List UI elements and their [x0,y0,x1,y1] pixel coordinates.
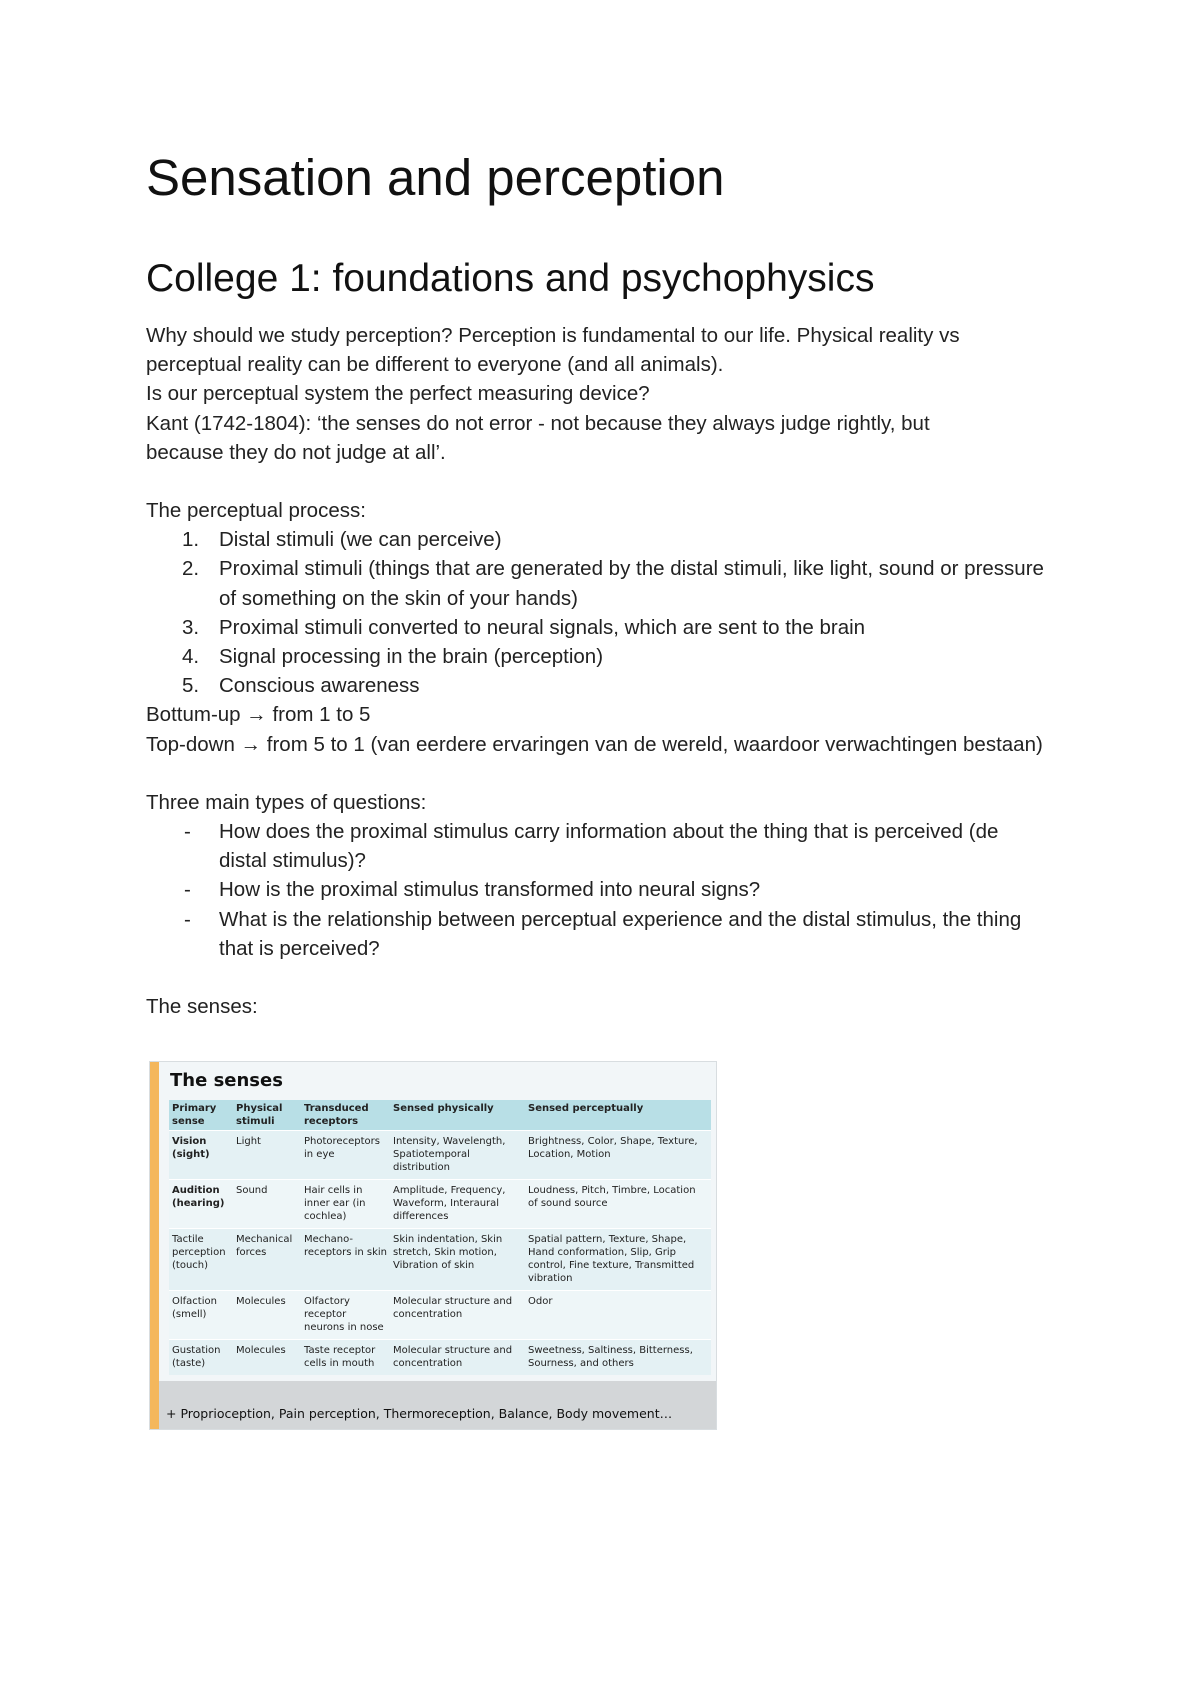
column-header: Physical stimuli [233,1100,301,1131]
table-cell: Spatial pattern, Texture, Shape, Hand conformation, Slip, Grip control, Fine texture, Transmitted vibration [525,1229,711,1291]
table-cell: Sound [233,1180,301,1229]
table-cell: Audition (hearing) [169,1180,233,1229]
table-cell: Tactile perception (touch) [169,1229,233,1291]
table-cell: Brightness, Color, Shape, Texture, Location, Motion [525,1131,711,1180]
list-dash: - [184,878,191,902]
table-cell: Olfaction (smell) [169,1291,233,1340]
questions-heading: Three main types of questions: [146,790,427,814]
process-steps-list [146,525,1046,700]
slide-footer-text: + Proprioception, Pain perception, Thermoreception, Balance, Body movement… [166,1406,673,1421]
list-item [146,671,1046,700]
bottom-up-line: Bottum-up → from 1 to 5 [146,703,371,727]
slide-title: The senses [170,1070,283,1091]
table-header-row [169,1100,711,1131]
slide-accent-bar [150,1062,159,1429]
table-cell: Mechanical forces [233,1229,301,1291]
list-item-text: Proximal stimuli converted to neural signals, which are sent to the brain [219,615,866,639]
list-item-text: How does the proximal stimulus carry information about the thing that is perceived (de distal stimulus)? [219,820,999,873]
list-item-text: What is the relationship between perceptual experience and the distal stimulus, the thing that is perceived? [219,907,1022,960]
senses-heading: The senses: [146,995,258,1019]
list-item [146,905,1046,963]
table-cell: Molecules [233,1291,301,1340]
column-header: Sensed perceptually [525,1100,711,1131]
top-down-line: Top-down → from 5 to 1 (van eerdere ervaringen van de wereld, waardoor verwachtingen bestaan) [146,732,1043,756]
table-cell: Vision (sight) [169,1131,233,1180]
intro-line: perceptual reality can be different to everyone (and all animals). [146,353,724,377]
list-item-text: Distal stimuli (we can perceive) [219,528,502,552]
table-cell: Loudness, Pitch, Timbre, Location of sound source [525,1180,711,1229]
list-item [146,642,1046,671]
list-item [146,817,1046,875]
list-number: 3. [182,615,200,639]
table-cell: Skin indentation, Skin stretch, Skin motion, Vibration of skin [390,1229,525,1291]
paragraph-gap [146,467,1046,496]
list-item-text: How is the proximal stimulus transformed into neural signs? [219,878,761,902]
questions-list [146,817,1046,963]
table-row [169,1131,711,1180]
column-header: Primary sense [169,1100,233,1131]
table-cell: Molecular structure and concentration [390,1340,525,1376]
slide-footer-band [159,1381,716,1429]
table-cell: Molecules [233,1340,301,1376]
table-cell: Taste receptor cells in mouth [301,1340,390,1376]
intro-line: Why should we study perception? Perception is fundamental to our life. Physical reality vs [146,324,960,347]
list-item-text: Signal processing in the brain (perception) [219,645,604,669]
list-item [146,613,1046,642]
paragraph-gap [146,759,1046,788]
table-cell: Hair cells in inner ear (in cochlea) [301,1180,390,1229]
paragraph-gap [146,963,1046,992]
table-cell: Odor [525,1291,711,1340]
list-dash: - [184,820,191,844]
senses-table-image [149,1061,717,1430]
list-item [146,554,1046,612]
table-cell: Amplitude, Frequency, Waveform, Interaural differences [390,1180,525,1229]
list-dash: - [184,907,191,931]
document-title: Sensation and perception [146,149,725,206]
list-item [146,525,1046,554]
table-row [169,1229,711,1291]
list-number: 2. [182,557,200,581]
list-item-text: Conscious awareness [219,674,420,698]
table-row [169,1291,711,1340]
table-cell: Olfactory receptor neurons in nose [301,1291,390,1340]
senses-table [169,1100,711,1375]
intro-line: Is our perceptual system the perfect measuring device? [146,382,650,406]
list-item [146,875,1046,904]
list-number: 5. [182,674,200,698]
intro-line: Kant (1742-1804): ‘the senses do not error - not because they always judge rightly, but [146,411,930,435]
table-row [169,1180,711,1229]
column-header: Sensed physically [390,1100,525,1131]
process-heading: The perceptual process: [146,499,366,523]
body-text [146,321,1046,1021]
table-row [169,1340,711,1376]
list-number: 1. [182,528,200,552]
list-item-text: Proximal stimuli (things that are generated by the distal stimuli, like light, sound or pressure of something on the skin of your hands) [219,557,1044,610]
intro-line: because they do not judge at all’. [146,440,446,464]
table-cell: Photoreceptors in eye [301,1131,390,1180]
table-cell: Light [233,1131,301,1180]
list-number: 4. [182,645,200,669]
table-cell: Intensity, Wavelength, Spatiotemporal distribution [390,1131,525,1180]
table-cell: Sweetness, Saltiness, Bitterness, Sourness, and others [525,1340,711,1376]
column-header: Transduced receptors [301,1100,390,1131]
table-cell: Gustation (taste) [169,1340,233,1376]
table-cell: Mechano-receptors in skin [301,1229,390,1291]
table-cell: Molecular structure and concentration [390,1291,525,1340]
section-heading: College 1: foundations and psychophysics [146,257,875,300]
